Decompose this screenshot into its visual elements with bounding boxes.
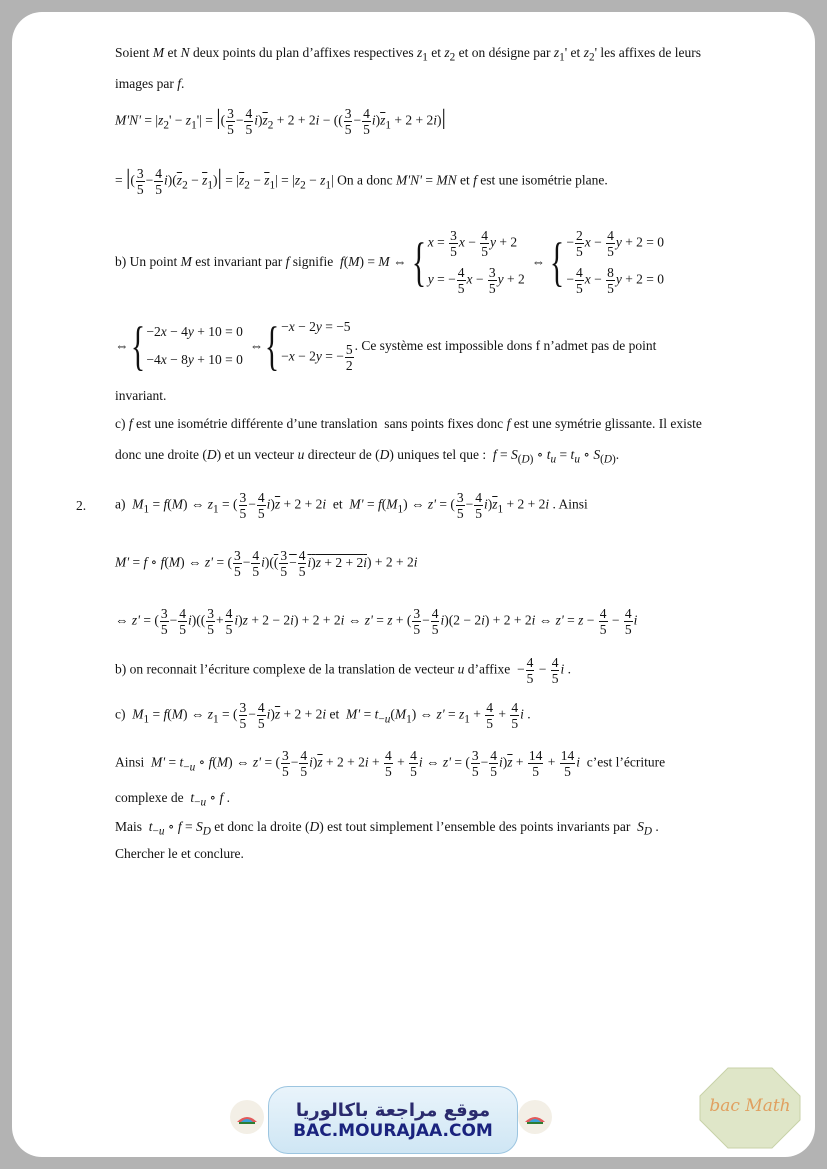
- q2-part-c-2: Ainsi $M' = t_{-u}$ ∘ f(M) ⇔ z' = ( $\frac{3}{5}$ − $\frac{4}{5}$ $i)\overline{z} + 2 + 2i$ + $\frac{4}{5}$ + $\frac{4}{5}$ i ⇔ z' = ( $\frac{3}{5}$ − $\frac{4}{5}$ $i)\overline{z}$ + $\frac{14}{5}$ + $\frac{14}{5}$ i c’est l’écriture: [115, 748, 666, 779]
- q2-part-c: c) $M_1 = f(M)$ ⇔ $z_1$ = ( $\frac{3}{5}$ − $\frac{4}{5}$ $i)\overline{z} + 2 + 2i$ et $M' = t_{-u}(M_1)$ ⇔ $z' = z_1$ + $\frac{4}{5}$ + $\frac{4}{5}$ i .: [115, 700, 531, 731]
- site-name-arabic: موقع مراجعة باكالوريا: [295, 1099, 491, 1121]
- site-url[interactable]: BAC.MOURAJAA.COM: [293, 1120, 493, 1141]
- left-logo-icon: [230, 1100, 264, 1134]
- q2-mais: Mais $t_{-u}$ ∘ $f = S_D$ et donc la droite (D) est tout simplement l’ensemble des points invariants par $S_D$ .: [115, 819, 659, 838]
- q2-part-c-3: complexe de $t_{-u}$ ∘ f .: [115, 790, 230, 809]
- equation-modulus: = |( $\frac{3}{5}$ − $\frac{4}{5}$ $i)(\overline{z}_2 - \overline{z}_1)| = |\overline{z}_2 - \overline{z}_1| = |z_2 - z_1|$ On a donc M'N' = MN et f est une isométrie plane.: [115, 164, 608, 197]
- q2-last-line: Chercher le et conclure.: [115, 846, 244, 861]
- question-number: 2.: [76, 498, 87, 513]
- right-logo-icon: [518, 1100, 552, 1134]
- invariant-conclusion: invariant.: [115, 388, 167, 403]
- q2-part-a: a) $M_1 = f(M)$ ⇔ $z_1$ = ( $\frac{3}{5}$ − $\frac{4}{5}$ $i)\overline{z} + 2 + 2i$ et $M' = f(M_1)$ ⇔ z' = ( $\frac{3}{5}$ − $\frac{4}{5}$ $i)\overline{z}_1 + 2 + 2i$ . Ainsi: [115, 490, 588, 521]
- invariant-system: b) Un point M est invariant par f signifie f(M) = M ⇔ { x = $\frac{3}{5}$ x − $\frac{4}{5}$ y + 2 y = − $\frac{4}{5}$ x − $\frac{3}{5}$ y + 2 ⇔ { − $\frac{2}{5}$ x − $\frac{4}{5}$ y + 2 = 0 − $\frac{4}{5}$ x − $\frac{8}{5}$ y + 2 = 0: [115, 228, 665, 296]
- q2-part-b: b) on reconnait l’écriture complexe de la translation de vecteur u d’affixe − $\frac{4}{5}$ − $\frac{4}{5}$ i .: [115, 655, 571, 686]
- intro-line: Soient M et N deux points du plan d’affixes respectives $z_1$ et $z_2$ et on désigne par $z_1'$ et $z_2'$ les affixes de leurs: [115, 45, 701, 64]
- q2-part-a-3: ⇔ z' = ( $\frac{3}{5}$ − $\frac{4}{5}$ i)(( $\frac{3}{5}$ + $\frac{4}{5}$ i)z + 2 − 2i) + 2 + 2i ⇔ z' = z + ( $\frac{3}{5}$ − $\frac{4}{5}$ i)(2 − 2i) + 2 + 2i ⇔ z' = z − $\frac{4}{5}$ − $\frac{4}{5}$ i: [115, 606, 638, 637]
- glide-reflection-text-2: donc une droite (D) et un vecteur u directeur de (D) uniques tel que : $f = S_{(D)}$ ∘ $t_u = t_u$ ∘ $S_{(D)}$.: [115, 447, 620, 466]
- site-banner[interactable]: [268, 1086, 518, 1154]
- equation-mn-distance: $M'N' = |z_2' - z_1'|$ = |( $\frac{3}{5}$ − $\frac{4}{5}$ $i)\overline{z}_2 + 2 + 2i$ − (( $\frac{3}{5}$ − $\frac{4}{5}$ $i)\overline{z}_1 + 2 + 2i)|$: [115, 104, 446, 137]
- q2-part-a-2: M' = f ∘ f(M) ⇔ z' = ( $\frac{3}{5}$ − $\frac{4}{5}$ i)(( $\frac{3}{5}$ − $\frac{4}{5}$ i)z + 2 + 2i) + 2 + 2i: [115, 548, 418, 579]
- glide-reflection-text: c) f est une isométrie différente d’une translation sans points fixes donc f est une symétrie glissante. Il existe: [115, 416, 702, 431]
- brand-text: bac Math: [709, 1096, 791, 1116]
- intro-line-2: images par f.: [115, 76, 185, 91]
- bac-math-logo: [698, 1066, 802, 1150]
- invariant-system-2: ⇔ { −2x − 4y + 10 = 0 −4x − 8y + 10 = 0 ⇔ { −x − 2y = −5 −x − 2y = − $\frac{5}{2}$ . Ce système est impossible dons f n’admet pas de point: [115, 315, 657, 376]
